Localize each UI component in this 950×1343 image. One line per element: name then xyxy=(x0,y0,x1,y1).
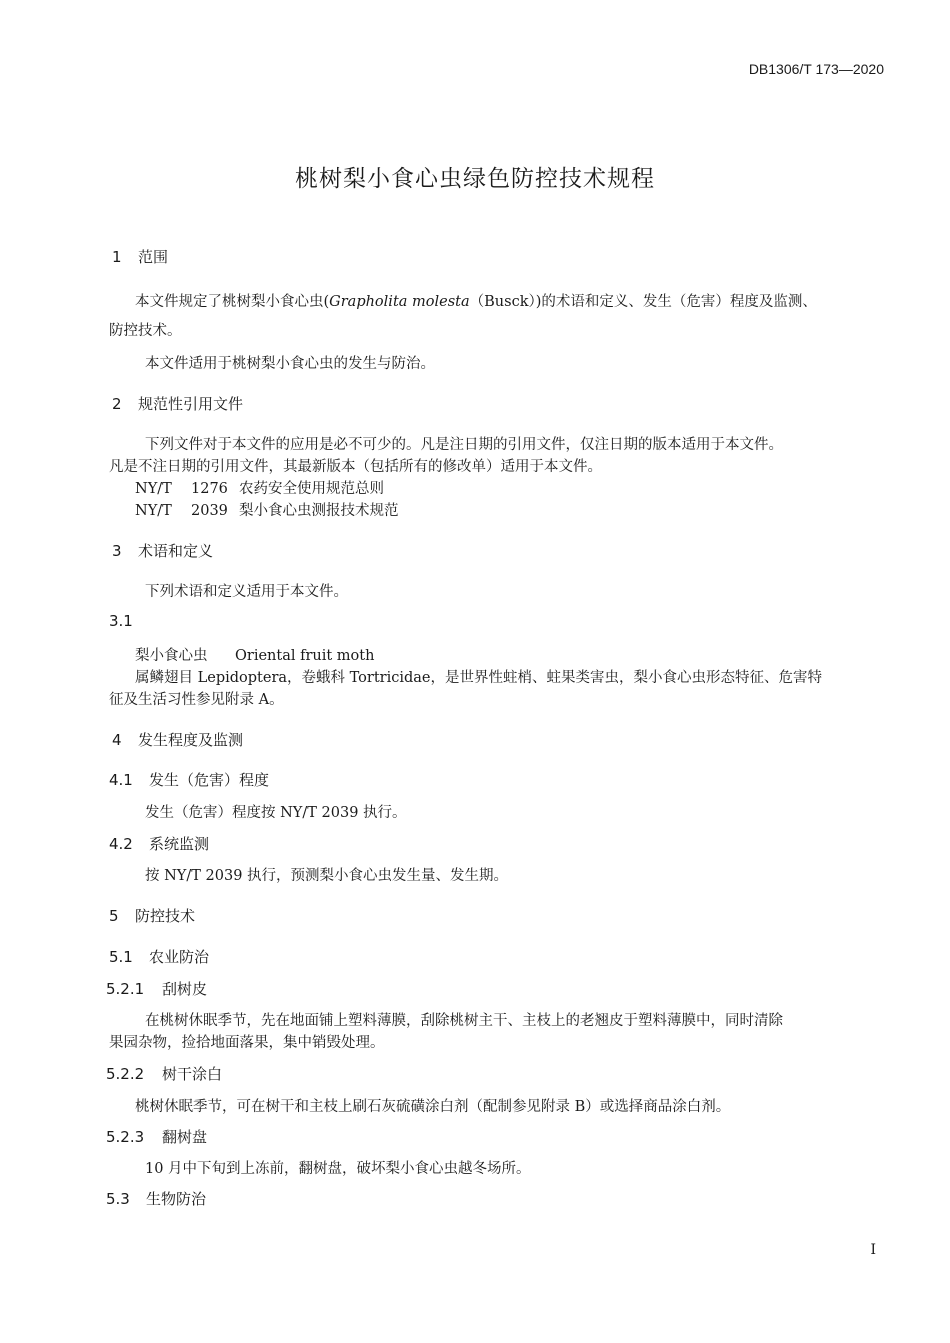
ref-number: 2039 xyxy=(191,503,228,519)
reference-item xyxy=(135,477,384,498)
scientific-name: Grapholita molesta xyxy=(329,294,470,310)
term-chinese: 梨小食心虫 xyxy=(135,648,208,664)
ref-name: 梨小食心虫测报技术规范 xyxy=(239,503,399,519)
subsection-number: 5.1 xyxy=(109,948,133,966)
subsection-5-2-3-heading xyxy=(106,1126,207,1147)
subsection-5-2-2-text: 桃树休眠季节，可在树干和主枝上刷石灰硫磺涂白剂（配制参见附录 B）或选择商品涂白剂。 xyxy=(135,1099,731,1115)
section-title: 规范性引用文件 xyxy=(138,395,244,413)
scope-paragraph-2: 本文件适用于桃树梨小食心虫的发生与防治。 xyxy=(145,356,435,372)
subsection-5-2-1-line1: 在桃树休眠季节，先在地面铺上塑料薄膜，刮除桃树主干、主枝上的老翘皮于塑料薄膜中，同时清除 xyxy=(145,1013,783,1029)
subsection-number: 5.2.3 xyxy=(106,1128,145,1146)
subsection-5-3-heading xyxy=(106,1188,206,1209)
term-english: Oriental fruit moth xyxy=(235,648,375,664)
section-title: 术语和定义 xyxy=(138,542,214,560)
subsection-5-2-3-text: 10 月中下旬到上冻前，翻树盘，破坏梨小食心虫越冬场所。 xyxy=(145,1161,531,1177)
subsection-5-1-heading xyxy=(109,946,209,967)
section-number: 4 xyxy=(112,731,122,749)
subsection-title: 生物防治 xyxy=(146,1190,207,1208)
subsection-title: 发生（危害）程度 xyxy=(149,771,270,789)
subsection-4-1-heading xyxy=(109,769,269,790)
section-5-heading xyxy=(109,905,195,926)
subsection-number: 5.3 xyxy=(106,1190,130,1208)
section-number: 1 xyxy=(112,248,122,266)
subsection-number: 5.2.2 xyxy=(106,1065,145,1083)
term-definition-line2: 征及生活习性参见附录 A。 xyxy=(109,692,284,708)
section-title: 发生程度及监测 xyxy=(138,731,244,749)
section-title: 范围 xyxy=(138,248,169,266)
references-paragraph-line1: 下列文件对于本文件的应用是必不可少的。凡是注日期的引用文件，仅注日期的版本适用于本文件。 xyxy=(145,437,783,453)
reference-item xyxy=(135,499,399,520)
ref-number: 1276 xyxy=(191,481,228,497)
subsection-3-1-number: 3.1 xyxy=(109,612,133,630)
section-3-heading xyxy=(112,540,213,561)
page-title: 桃树梨小食心虫绿色防控技术规程 xyxy=(295,166,655,192)
scope-text-a: 本文件规定了桃树梨小食心虫( xyxy=(135,294,330,310)
section-2-heading xyxy=(112,393,243,414)
section-title: 防控技术 xyxy=(135,907,196,925)
subsection-4-1-text: 发生（危害）程度按 NY/T 2039 执行。 xyxy=(145,805,407,821)
section-number: 3 xyxy=(112,542,122,560)
subsection-5-2-2-heading xyxy=(106,1063,222,1084)
ref-name: 农药安全使用规范总则 xyxy=(239,481,384,497)
subsection-title: 刮树皮 xyxy=(162,980,208,998)
scope-paragraph-line1 xyxy=(135,290,817,311)
ref-std: NY/T xyxy=(135,503,172,519)
subsection-title: 农业防治 xyxy=(149,948,210,966)
section-number: 5 xyxy=(109,907,119,925)
subsection-title: 翻树盘 xyxy=(162,1128,208,1146)
subsection-number: 4.2 xyxy=(109,835,133,853)
subsection-title: 树干涂白 xyxy=(162,1065,223,1083)
document-code: DB1306/T 173—2020 xyxy=(748,61,884,77)
subsection-5-2-1-line2: 果园杂物，捡拾地面落果，集中销毁处理。 xyxy=(109,1035,385,1051)
scope-paragraph-line2: 防控技术。 xyxy=(109,323,182,339)
subsection-title: 系统监测 xyxy=(149,835,210,853)
section-number: 2 xyxy=(112,395,122,413)
subsection-number: 4.1 xyxy=(109,771,133,789)
section-4-heading xyxy=(112,729,243,750)
subsection-4-2-text: 按 NY/T 2039 执行，预测梨小食心虫发生量、发生期。 xyxy=(145,868,509,884)
scope-text-b: （Busck）)的术语和定义、发生（危害）程度及监测、 xyxy=(469,294,817,310)
section-1-heading xyxy=(112,246,168,267)
term-definition-line1: 属鳞翅目 Lepidoptera，卷蛾科 Tortricidae，是世界性蛀梢、蛀果类害虫，梨小食心虫形态特征、危害特 xyxy=(135,670,822,686)
term-entry xyxy=(135,644,374,665)
subsection-5-2-1-heading xyxy=(106,978,207,999)
references-paragraph-line2: 凡是不注日期的引用文件，其最新版本（包括所有的修改单）适用于本文件。 xyxy=(109,459,602,475)
subsection-number: 5.2.1 xyxy=(106,980,145,998)
terms-intro: 下列术语和定义适用于本文件。 xyxy=(145,584,348,600)
subsection-4-2-heading xyxy=(109,833,209,854)
ref-std: NY/T xyxy=(135,481,172,497)
page-number: I xyxy=(870,1242,876,1258)
